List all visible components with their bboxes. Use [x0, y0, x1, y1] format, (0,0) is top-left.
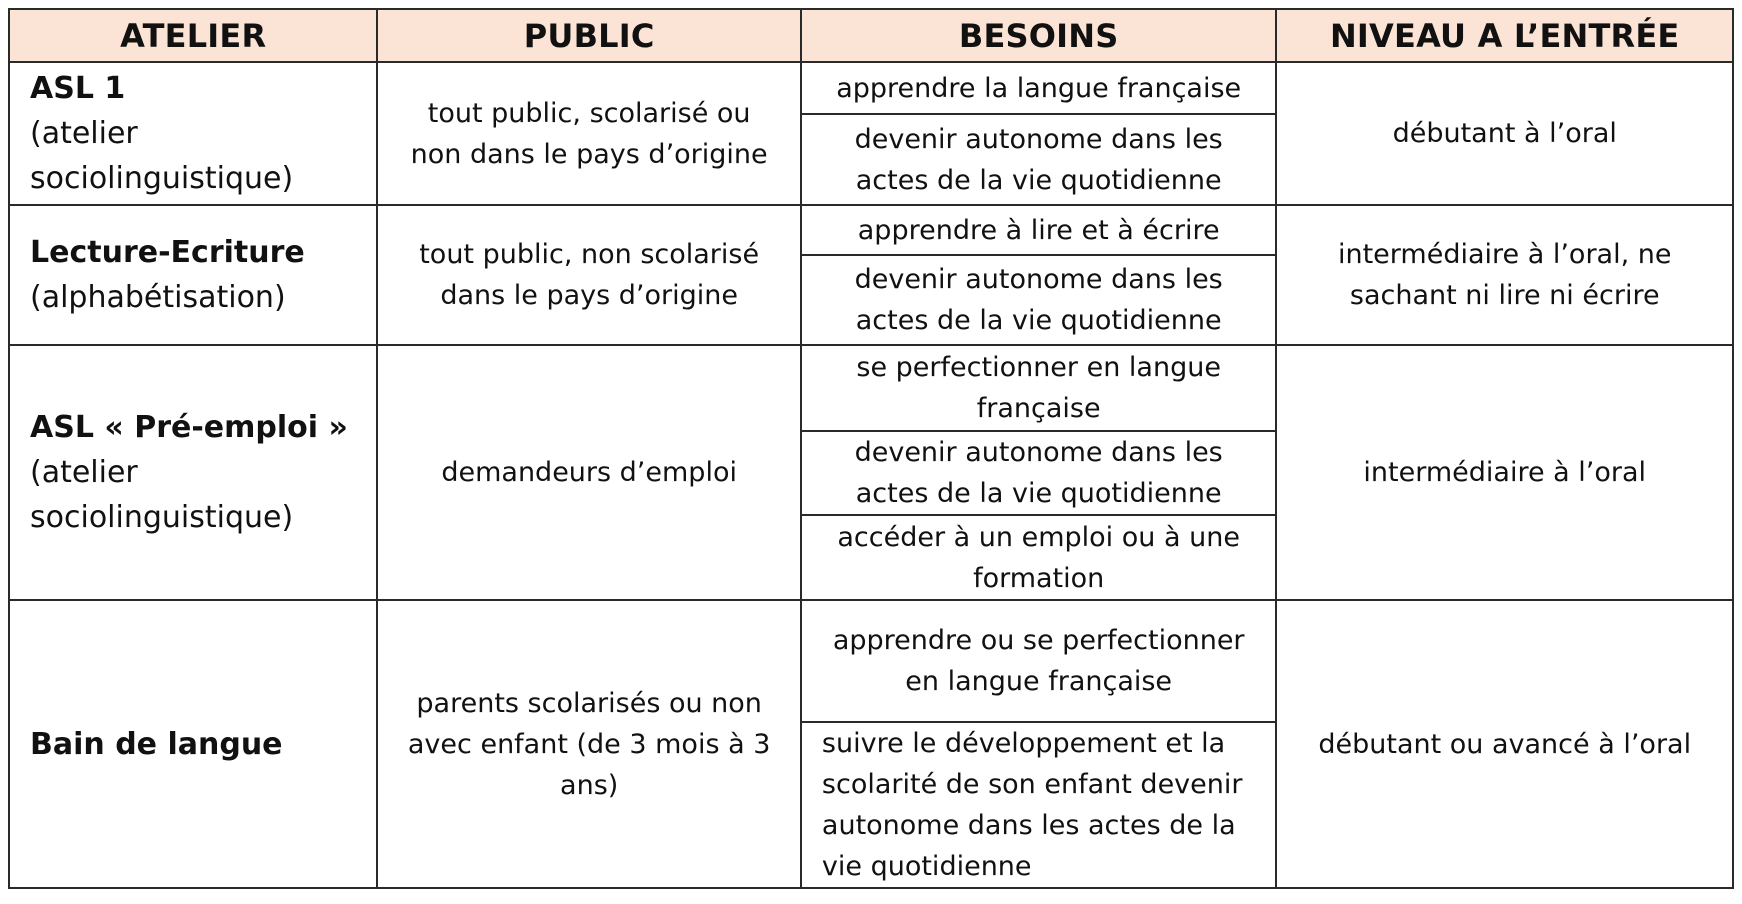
workshops-table [8, 8, 1734, 889]
besoins-cell [801, 205, 1277, 345]
niveau-cell: débutant à l’oral [1276, 62, 1733, 205]
besoin-item: apprendre à lire et à écrire [802, 206, 1276, 256]
table-row [9, 600, 1733, 888]
atelier-cell [9, 62, 377, 205]
besoin-item: apprendre la langue française [802, 63, 1276, 115]
niveau-cell: intermédiaire à l’oral [1276, 345, 1733, 600]
besoin-item: suivre le développement et la scolarité de son enfant devenir autonome dans les actes de la vie quotidienne [821, 728, 1243, 882]
header-besoins: BESOINS [801, 9, 1277, 62]
besoins-cell [801, 600, 1277, 888]
atelier-subtitle: (atelier sociolinguistique) [30, 116, 294, 196]
besoin-item: devenir autonome dans les actes de la vie quotidienne [802, 432, 1276, 516]
besoin-item: apprendre ou se perfectionner en langue française [802, 601, 1276, 723]
public-cell: tout public, non scolarisé dans le pays d’origine [377, 205, 800, 345]
atelier-subtitle: (atelier sociolinguistique) [30, 455, 294, 535]
besoins-cell [801, 345, 1277, 600]
atelier-cell [9, 345, 377, 600]
atelier-cell [9, 205, 377, 345]
besoin-item: se perfectionner en langue française [802, 346, 1276, 432]
public-cell: tout public, scolarisé ou non dans le pays d’origine [377, 62, 800, 205]
besoin-item: devenir autonome dans les actes de la vie quotidienne [854, 123, 1223, 196]
atelier-name: ASL « Pré-emploi » [30, 410, 348, 445]
table-row [9, 62, 1733, 205]
public-cell: demandeurs d’emploi [377, 345, 800, 600]
besoins-cell [801, 62, 1277, 205]
public-cell: parents scolarisés ou non avec enfant (de 3 mois à 3 ans) [377, 600, 800, 888]
table-row [9, 345, 1733, 600]
besoin-item: accéder à un emploi ou à une formation [837, 521, 1240, 594]
header-public: PUBLIC [377, 9, 800, 62]
header-atelier: ATELIER [9, 9, 377, 62]
niveau-cell: débutant ou avancé à l’oral [1276, 600, 1733, 888]
atelier-name: Bain de langue [30, 726, 283, 762]
header-niveau: NIVEAU A L’ENTRÉE [1276, 9, 1733, 62]
atelier-name: Lecture-Ecriture [30, 235, 305, 270]
atelier-name: ASL 1 [30, 71, 126, 106]
niveau-cell: intermédiaire à l’oral, ne sachant ni lire ni écrire [1276, 205, 1733, 345]
table-row [9, 205, 1733, 345]
atelier-subtitle: (alphabétisation) [30, 280, 286, 315]
besoin-item: devenir autonome dans les actes de la vie quotidienne [854, 264, 1223, 336]
header-row [9, 9, 1733, 62]
atelier-cell [9, 600, 377, 888]
